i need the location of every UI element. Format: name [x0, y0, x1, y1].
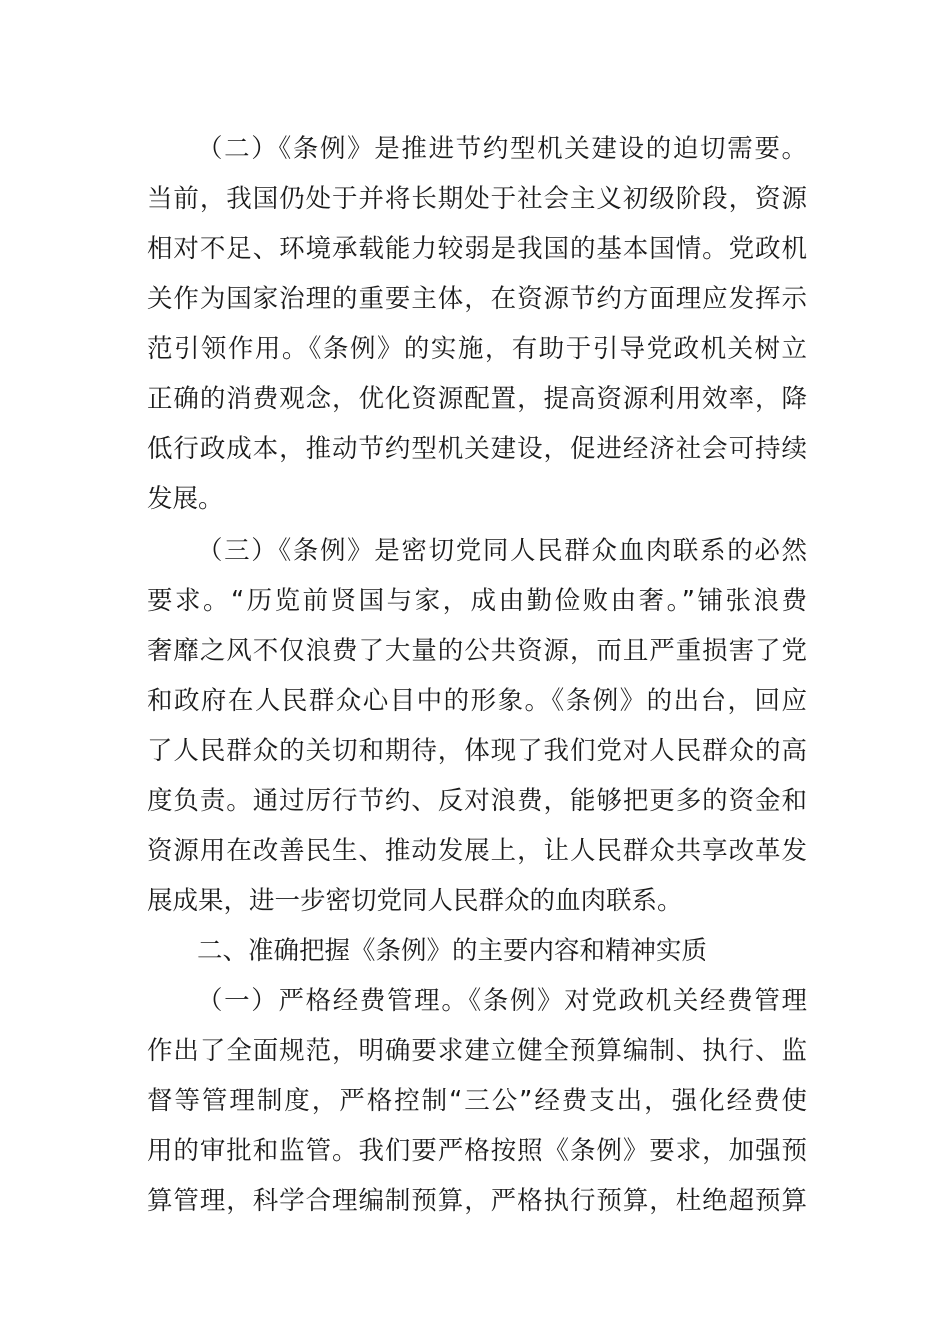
text-line: 展成果，进一步密切党同人民群众的血肉联系。	[147, 886, 683, 916]
text-line: 要求。“历览前贤国与家，成由勤俭败由奢。”铺张浪费	[147, 586, 807, 616]
text-line: 度负责。通过厉行节约、反对浪费，能够把更多的资金和	[147, 786, 807, 816]
text-line: 督等管理制度，严格控制“三公”经费支出，强化经费使	[147, 1086, 807, 1116]
text-line: 用的审批和监管。我们要严格按照《条例》要求，加强预	[147, 1136, 807, 1166]
text-line: （一）严格经费管理。《条例》对党政机关经费管理	[197, 986, 807, 1016]
text-line: （三）《条例》是密切党同人民群众血肉联系的必然	[197, 536, 807, 566]
text-line: 和政府在人民群众心目中的形象。《条例》的出台，回应	[147, 686, 807, 716]
text-line: 低行政成本，推动节约型机关建设，促进经济社会可持续	[147, 434, 807, 464]
text-line: （二）《条例》是推进节约型机关建设的迫切需要。	[197, 134, 807, 164]
text-line: 了人民群众的关切和期待，体现了我们党对人民群众的高	[147, 736, 807, 766]
text-line: 算管理，科学合理编制预算，严格执行预算，杜绝超预算	[147, 1186, 807, 1216]
text-line: 关作为国家治理的重要主体，在资源节约方面理应发挥示	[147, 284, 807, 314]
text-line: 作出了全面规范，明确要求建立健全预算编制、执行、监	[147, 1036, 807, 1066]
text-line: 当前，我国仍处于并将长期处于社会主义初级阶段，资源	[147, 184, 807, 214]
text-line: 资源用在改善民生、推动发展上，让人民群众共享改革发	[147, 836, 807, 866]
text-line: 奢靡之风不仅浪费了大量的公共资源，而且严重损害了党	[147, 636, 807, 666]
text-line: 发展。	[147, 484, 224, 514]
text-line: 相对不足、环境承载能力较弱是我国的基本国情。党政机	[147, 234, 807, 264]
text-line: 正确的消费观念，优化资源配置，提高资源利用效率，降	[147, 384, 807, 414]
section-heading: 二、准确把握《条例》的主要内容和精神实质	[197, 936, 708, 966]
text-line: 范引领作用。《条例》的实施，有助于引导党政机关树立	[147, 334, 807, 364]
